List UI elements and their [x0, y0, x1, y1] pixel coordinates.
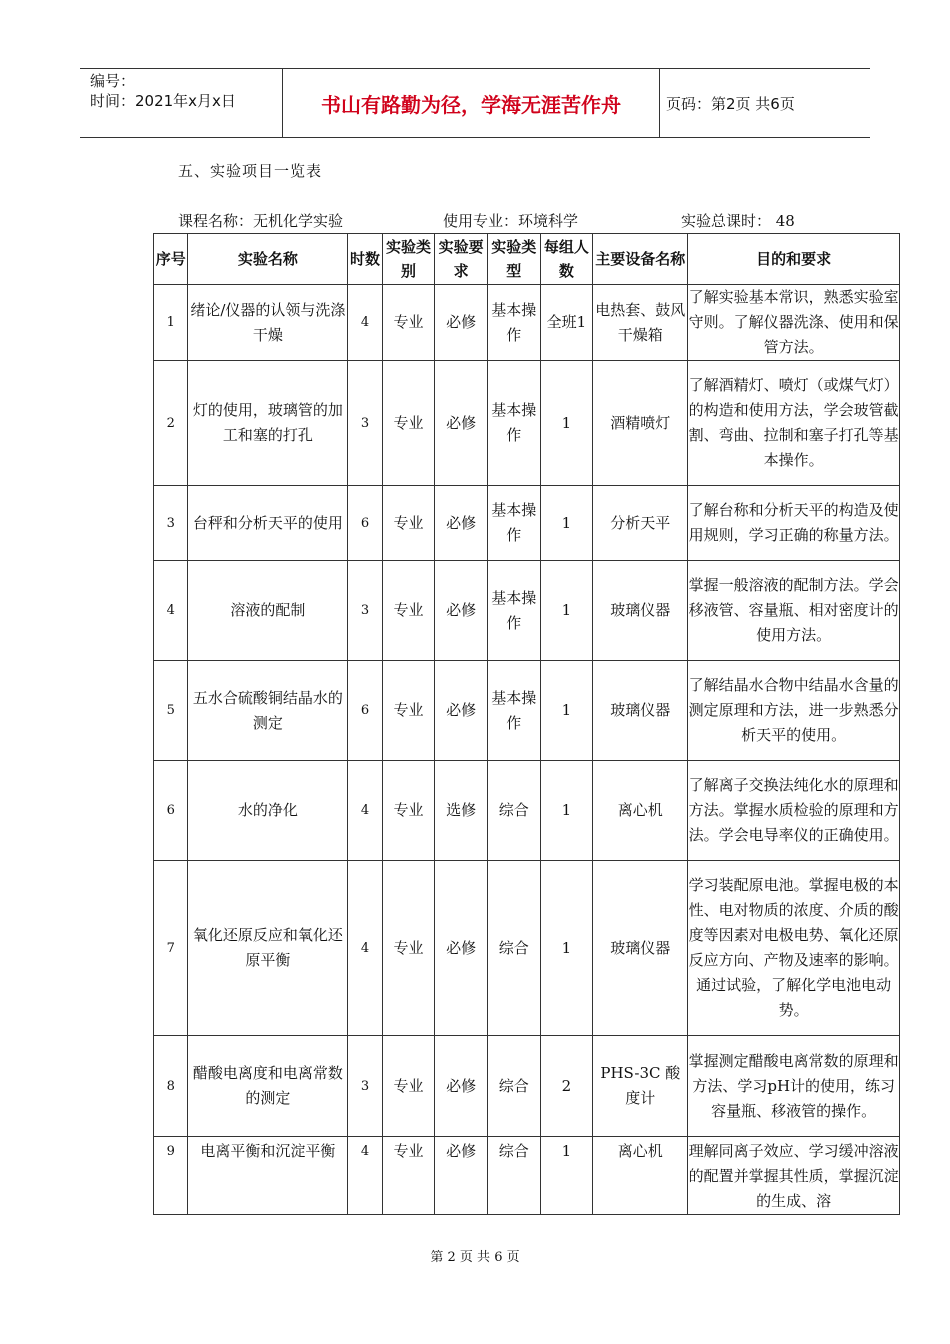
cell-name: 氧化还原反应和氧化还原平衡 — [188, 861, 348, 1036]
cell-requirement: 必修 — [435, 561, 488, 661]
cell-requirement: 必修 — [435, 1036, 488, 1137]
cell-group: 1 — [540, 361, 593, 486]
cell-no: 9 — [154, 1137, 188, 1215]
section-title: 五、实验项目一览表 — [178, 162, 323, 180]
cell-type: 综合 — [487, 1137, 540, 1215]
cell-category: 专业 — [382, 1036, 435, 1137]
header-no: 序号 — [154, 234, 188, 285]
cell-type: 综合 — [487, 761, 540, 861]
course-major: 使用专业：环境科学 — [443, 212, 579, 230]
course-info — [178, 210, 878, 232]
table-row — [154, 561, 900, 661]
cell-requirement: 必修 — [435, 661, 488, 761]
cell-equipment: 酒精喷灯 — [593, 361, 688, 486]
cell-hours: 4 — [348, 761, 382, 861]
cell-type: 综合 — [487, 861, 540, 1036]
cell-requirement: 必修 — [435, 1137, 488, 1215]
cell-group: 1 — [540, 761, 593, 861]
header-equipment: 主要设备名称 — [593, 234, 688, 285]
number-label: 编号： — [90, 72, 136, 90]
cell-equipment: 玻璃仪器 — [593, 661, 688, 761]
cell-category: 专业 — [382, 661, 435, 761]
cell-type: 基本操作 — [487, 561, 540, 661]
experiment-table — [153, 233, 900, 1215]
cell-purpose: 掌握测定醋酸电离常数的原理和方法、学习pH计的使用，练习容量瓶、移液管的操作。 — [688, 1036, 900, 1137]
cell-category: 专业 — [382, 561, 435, 661]
cell-no: 2 — [154, 361, 188, 486]
cell-purpose: 掌握一般溶液的配制方法。学会移液管、容量瓶、相对密度计的使用方法。 — [688, 561, 900, 661]
header-hours: 时数 — [348, 234, 382, 285]
cell-purpose: 了解台称和分析天平的构造及使用规则，学习正确的称量方法。 — [688, 486, 900, 561]
table-row — [154, 1036, 900, 1137]
cell-hours: 4 — [348, 861, 382, 1036]
cell-group: 全班1 — [540, 285, 593, 361]
cell-name: 台秤和分析天平的使用 — [188, 486, 348, 561]
cell-no: 1 — [154, 285, 188, 361]
page-footer: 第 2 页 共 6 页 — [430, 1250, 520, 1265]
cell-group: 1 — [540, 486, 593, 561]
cell-group: 2 — [540, 1036, 593, 1137]
cell-type: 综合 — [487, 1036, 540, 1137]
table-row — [154, 285, 900, 361]
cell-category: 专业 — [382, 761, 435, 861]
cell-equipment: 离心机 — [593, 1137, 688, 1215]
cell-group: 1 — [540, 1137, 593, 1215]
cell-hours: 4 — [348, 1137, 382, 1215]
cell-equipment: PHS-3C 酸度计 — [593, 1036, 688, 1137]
cell-purpose: 理解同离子效应、学习缓冲溶液的配置并掌握其性质，掌握沉淀的生成、溶 — [688, 1137, 900, 1215]
cell-category: 专业 — [382, 1137, 435, 1215]
cell-name: 灯的使用，玻璃管的加工和塞的打孔 — [188, 361, 348, 486]
cell-hours: 3 — [348, 561, 382, 661]
cell-name: 醋酸电离度和电离常数的测定 — [188, 1036, 348, 1137]
cell-purpose: 学习装配原电池。掌握电极的本性、电对物质的浓度、介质的酸度等因素对电极电势、氧化还原反应方向、产物及速率的影响。通过试验，了解化学电池电动势。 — [688, 861, 900, 1036]
header-requirement: 实验要求 — [435, 234, 488, 285]
cell-requirement: 必修 — [435, 486, 488, 561]
cell-purpose: 了解结晶水合物中结晶水含量的测定原理和方法，进一步熟悉分析天平的使用。 — [688, 661, 900, 761]
motto: 书山有路勤为径，学海无涯苦作舟 — [282, 69, 660, 137]
cell-group: 1 — [540, 661, 593, 761]
cell-hours: 4 — [348, 285, 382, 361]
cell-requirement: 必修 — [435, 861, 488, 1036]
cell-name: 电离平衡和沉淀平衡 — [188, 1137, 348, 1215]
cell-no: 8 — [154, 1036, 188, 1137]
header-purpose: 目的和要求 — [688, 234, 900, 285]
cell-name: 溶液的配制 — [188, 561, 348, 661]
cell-equipment: 离心机 — [593, 761, 688, 861]
cell-requirement: 必修 — [435, 285, 488, 361]
cell-name: 五水合硫酸铜结晶水的测定 — [188, 661, 348, 761]
cell-type: 基本操作 — [487, 661, 540, 761]
cell-hours: 3 — [348, 1036, 382, 1137]
cell-requirement: 选修 — [435, 761, 488, 861]
cell-type: 基本操作 — [487, 486, 540, 561]
cell-no: 3 — [154, 486, 188, 561]
cell-equipment: 玻璃仪器 — [593, 561, 688, 661]
cell-category: 专业 — [382, 861, 435, 1036]
header-type: 实验类型 — [487, 234, 540, 285]
header-category: 实验类别 — [382, 234, 435, 285]
cell-hours: 6 — [348, 661, 382, 761]
course-hours: 实验总课时： 48 — [681, 212, 795, 230]
page-header — [80, 68, 870, 138]
cell-no: 6 — [154, 761, 188, 861]
header-meta — [90, 71, 280, 111]
page-info: 页码：第2页 共6页 — [666, 94, 795, 113]
header-name: 实验名称 — [188, 234, 348, 285]
cell-group: 1 — [540, 861, 593, 1036]
cell-category: 专业 — [382, 486, 435, 561]
cell-group: 1 — [540, 561, 593, 661]
cell-name: 水的净化 — [188, 761, 348, 861]
cell-type: 基本操作 — [487, 285, 540, 361]
cell-no: 5 — [154, 661, 188, 761]
table-row — [154, 361, 900, 486]
cell-category: 专业 — [382, 285, 435, 361]
cell-type: 基本操作 — [487, 361, 540, 486]
cell-equipment: 玻璃仪器 — [593, 861, 688, 1036]
cell-purpose: 了解酒精灯、喷灯（或煤气灯）的构造和使用方法，学会玻管截割、弯曲、拉制和塞子打孔等基本操作。 — [688, 361, 900, 486]
cell-hours: 6 — [348, 486, 382, 561]
table-row — [154, 1137, 900, 1215]
table-row — [154, 861, 900, 1036]
date-label: 时间：2021年x月x日 — [90, 92, 236, 110]
cell-hours: 3 — [348, 361, 382, 486]
table-header-row — [154, 234, 900, 285]
cell-no: 7 — [154, 861, 188, 1036]
table-row — [154, 486, 900, 561]
table-row — [154, 761, 900, 861]
cell-purpose: 了解离子交换法纯化水的原理和方法。掌握水质检验的原理和方法。学会电导率仪的正确使用。 — [688, 761, 900, 861]
cell-category: 专业 — [382, 361, 435, 486]
cell-purpose: 了解实验基本常识，熟悉实验室守则。了解仪器洗涤、使用和保管方法。 — [688, 285, 900, 361]
cell-equipment: 电热套、鼓风干燥箱 — [593, 285, 688, 361]
table-row — [154, 661, 900, 761]
course-name: 课程名称：无机化学实验 — [178, 212, 344, 230]
cell-name: 绪论/仪器的认领与洗涤干燥 — [188, 285, 348, 361]
header-group: 每组人数 — [540, 234, 593, 285]
cell-no: 4 — [154, 561, 188, 661]
cell-requirement: 必修 — [435, 361, 488, 486]
cell-equipment: 分析天平 — [593, 486, 688, 561]
